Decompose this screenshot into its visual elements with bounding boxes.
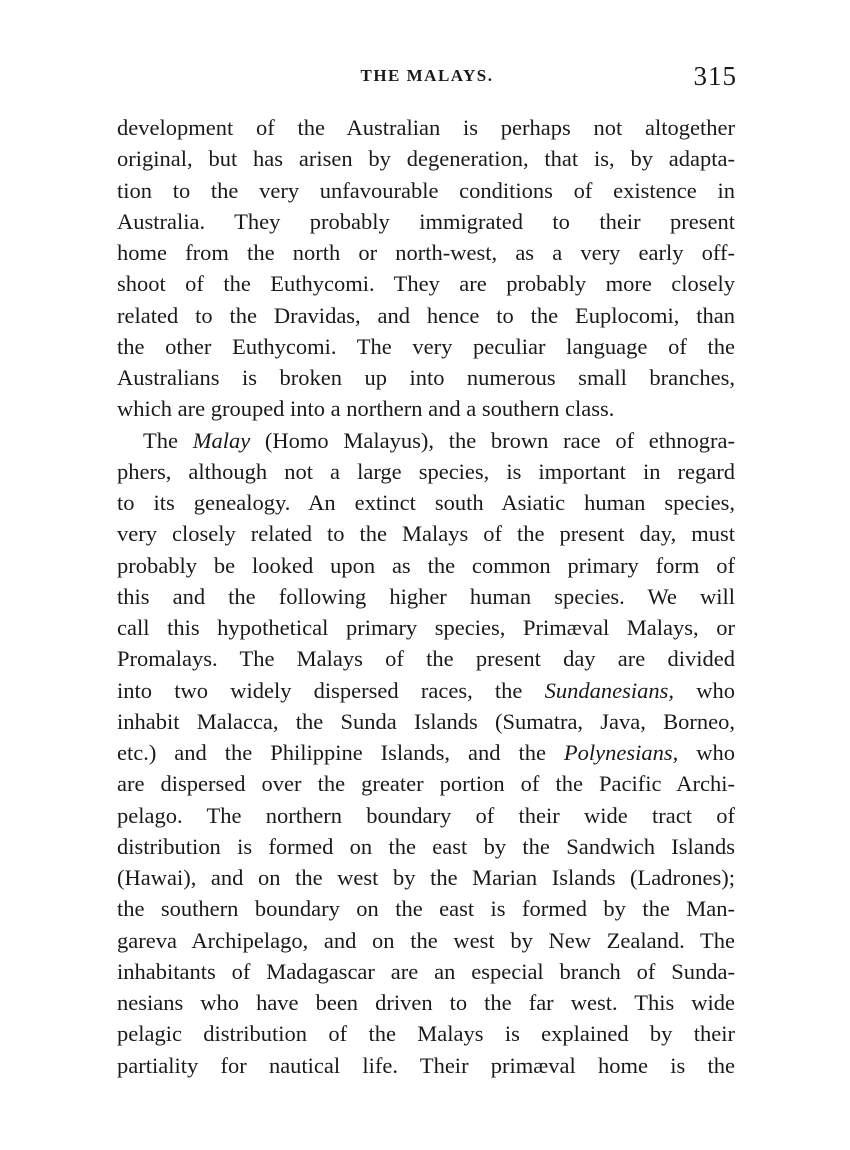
text-run: who — [674, 677, 736, 703]
text-line: probably be looked upon as the common primary form of — [117, 552, 735, 578]
text-line: Promalays. The Malays of the present day are divided — [117, 646, 735, 672]
text-line: this and the following higher human species. We will — [117, 583, 735, 609]
italic-term: Sundanesians, — [544, 677, 675, 703]
text-run: into two widely dispersed races, the — [117, 677, 545, 703]
text-line: distribution is formed on the east by the Sandwich Islands — [117, 833, 735, 859]
text-line: to its genealogy. An extinct south Asiatic human species, — [117, 490, 735, 515]
text-line: (Hawai), and on the west by the Marian Islands (Ladrones); — [117, 865, 735, 890]
text-line: inhabitants of Madagascar are an especial branch of Sunda- — [117, 958, 735, 984]
text-run: The — [143, 427, 193, 453]
text-line: call this hypothetical primary species, Primæval Malays, or — [117, 615, 735, 640]
text-line: Australia. They probably immigrated to their present — [117, 208, 735, 234]
text-line: which are grouped into a northern and a southern class. — [117, 396, 615, 422]
page-number: 315 — [693, 61, 737, 91]
text-line: gareva Archipelago, and on the west by New Zealand. The — [117, 927, 735, 953]
text-line: the southern boundary on the east is formed by the Man- — [117, 896, 735, 922]
text-line: partiality for nautical life. Their primæval home is the — [117, 1052, 735, 1078]
text-line: nesians who have been driven to the far west. This wide — [117, 990, 735, 1015]
text-line: original, but has arisen by degeneration, that is, by adapta- — [117, 146, 735, 172]
text-run: etc.) and the Philippine Islands, and the — [117, 740, 564, 765]
running-title: THE MALAYS. — [360, 66, 494, 85]
text-line: phers, although not a large species, is important in regard — [117, 458, 735, 484]
text-line: inhabit Malacca, the Sunda Islands (Sumatra, Java, Borneo, — [117, 708, 735, 734]
text-line: pelago. The northern boundary of their wide tract of — [117, 802, 735, 828]
text-line: development of the Australian is perhaps not altogether — [117, 115, 735, 140]
text-line — [117, 737, 735, 768]
text-line: the other Euthycomi. The very peculiar language of the — [117, 333, 735, 359]
body-text — [117, 112, 735, 1081]
text-line: are dispersed over the greater portion of the Pacific Archi- — [117, 771, 735, 797]
text-line: tion to the very unfavourable conditions of existence in — [117, 177, 735, 203]
running-head — [117, 61, 737, 94]
text-line: home from the north or north-west, as a very early off- — [117, 240, 735, 265]
text-line: pelagic distribution of the Malays is explained by their — [117, 1021, 735, 1047]
text-run: who — [678, 740, 735, 765]
italic-term: Malay — [192, 427, 251, 453]
text-run: (Homo Malayus), the brown race of ethnogra- — [250, 427, 736, 453]
italic-term: Polynesians, — [563, 740, 679, 765]
text-line — [117, 425, 735, 456]
text-line — [117, 675, 735, 706]
text-line: shoot of the Euthycomi. They are probably more closely — [117, 271, 735, 297]
text-line: very closely related to the Malays of the present day, must — [117, 521, 735, 547]
text-line: related to the Dravidas, and hence to the Euplocomi, than — [117, 302, 735, 328]
text-line: Australians is broken up into numerous small branches, — [117, 365, 735, 390]
